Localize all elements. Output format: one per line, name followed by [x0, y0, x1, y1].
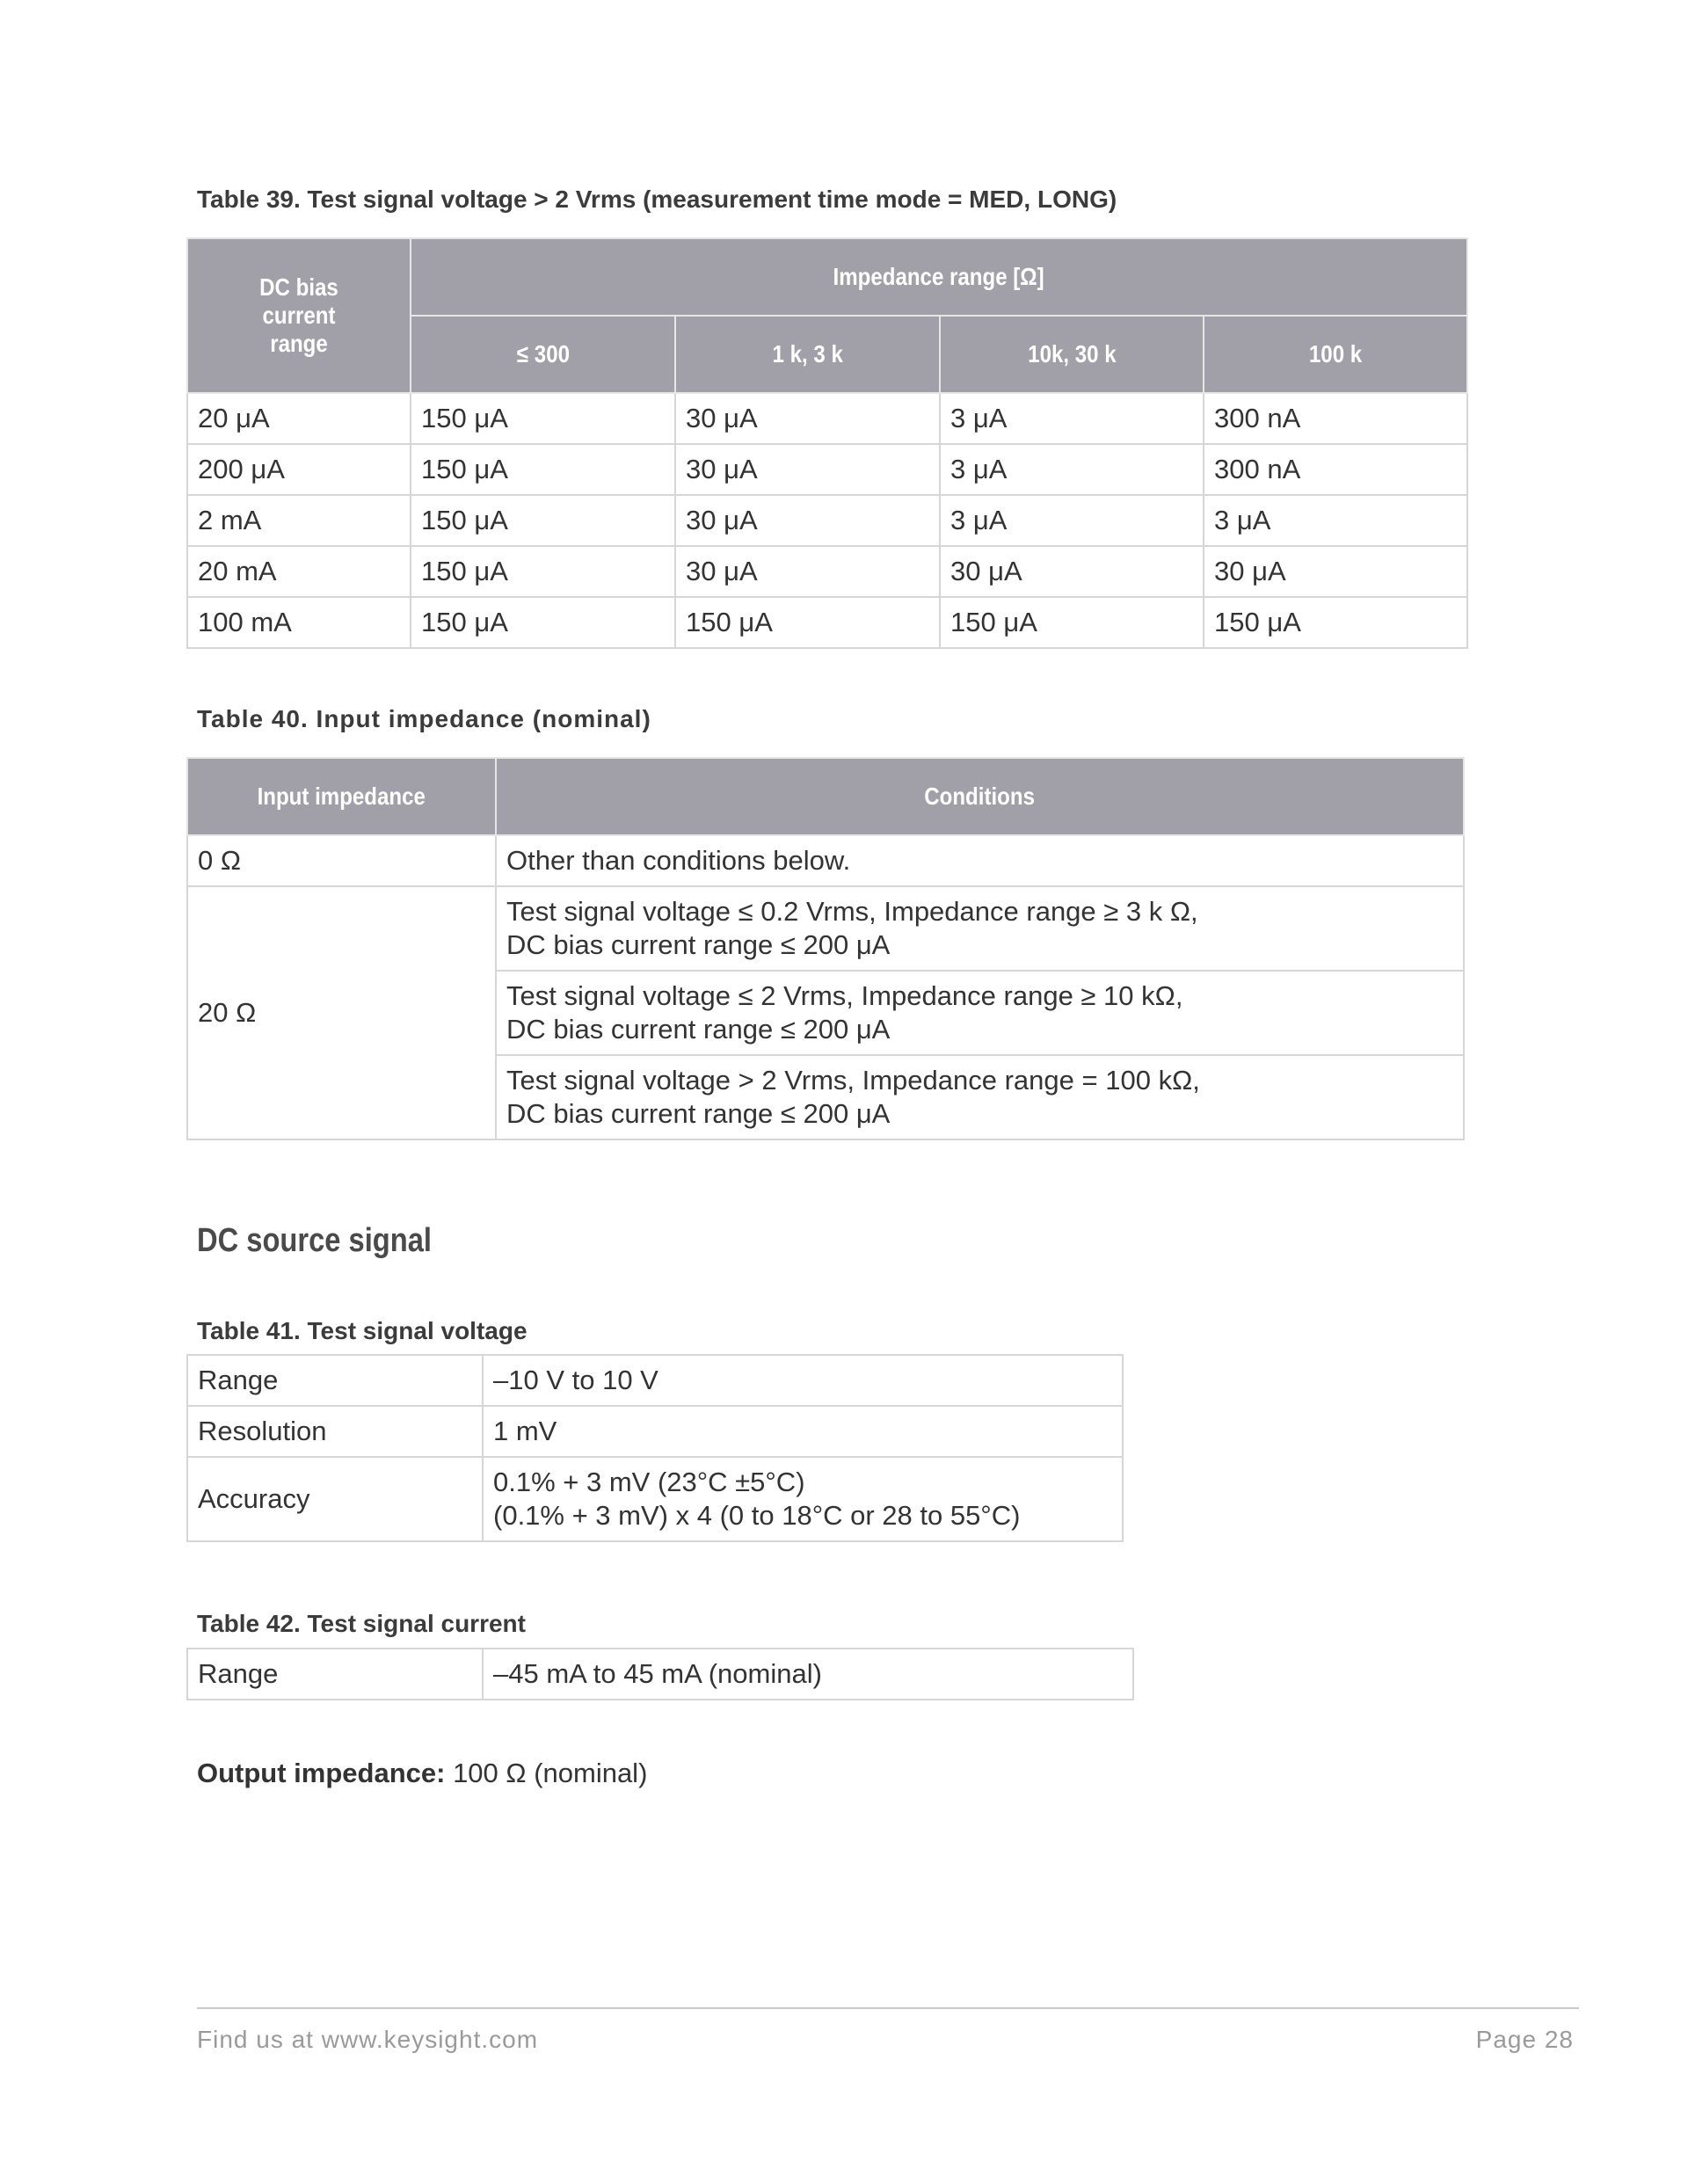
impedance-range-header: Impedance range [Ω]: [411, 238, 1467, 316]
table-row: [187, 495, 1467, 546]
table-39: [186, 237, 1468, 649]
table-cell: 30 μA: [675, 495, 940, 546]
table-cell: 200 μA: [187, 444, 411, 495]
table-cell: Other than conditions below.: [496, 835, 1464, 886]
column-header: ≤ 300: [411, 316, 675, 393]
table-cell: Test signal voltage ≤ 2 Vrms, Impedance range ≥ 10 kΩ, DC bias current range ≤ 200 μA: [496, 971, 1464, 1055]
table-cell: 1 mV: [483, 1406, 1123, 1457]
table-42-caption: Table 42. Test signal current: [197, 1610, 526, 1637]
table-cell: 3 μA: [940, 393, 1204, 444]
table-cell: Resolution: [187, 1406, 483, 1457]
input-impedance-header: Input impedance: [187, 758, 496, 835]
table-row: [187, 1649, 1133, 1700]
column-header: 10k, 30 k: [940, 316, 1204, 393]
table-cell: 0.1% + 3 mV (23°C ±5°C) (0.1% + 3 mV) x 4 (0 to 18°C or 28 to 55°C): [483, 1457, 1123, 1541]
table-cell: 3 μA: [940, 495, 1204, 546]
dc-bias-header: DC bias current range: [187, 238, 411, 393]
table-cell: 300 nA: [1204, 444, 1467, 495]
table-42: [186, 1648, 1134, 1700]
footer-divider: [197, 2007, 1579, 2009]
table-cell: 2 mA: [187, 495, 411, 546]
table-cell: 30 μA: [940, 546, 1204, 597]
table-row: [187, 546, 1467, 597]
table-row: [187, 393, 1467, 444]
table-row: [187, 835, 1464, 886]
table-row: [187, 444, 1467, 495]
table-row: [187, 1457, 1123, 1541]
table-row: [187, 886, 1464, 971]
footer-link[interactable]: Find us at www.keysight.com: [197, 2026, 539, 2053]
table-cell: 3 μA: [1204, 495, 1467, 546]
output-impedance-label: Output impedance:: [197, 1758, 446, 1788]
table-cell: 100 mA: [187, 597, 411, 648]
table-cell: Range: [187, 1649, 483, 1700]
table-cell: Range: [187, 1355, 483, 1406]
table-row: [187, 597, 1467, 648]
table-40: [186, 757, 1465, 1140]
column-header: 100 k: [1204, 316, 1467, 393]
table-cell: 30 μA: [675, 393, 940, 444]
table-cell: Test signal voltage ≤ 0.2 Vrms, Impedance range ≥ 3 k Ω, DC bias current range ≤ 200 μA: [496, 886, 1464, 971]
table-cell: 300 nA: [1204, 393, 1467, 444]
table-row: [187, 1355, 1123, 1406]
table-cell: 30 μA: [675, 444, 940, 495]
table-cell: –45 mA to 45 mA (nominal): [483, 1649, 1133, 1700]
table-41-caption: Table 41. Test signal voltage: [197, 1317, 528, 1344]
table-cell: 150 μA: [411, 495, 675, 546]
table-cell: Test signal voltage > 2 Vrms, Impedance range = 100 kΩ, DC bias current range ≤ 200 μA: [496, 1055, 1464, 1139]
table-cell: 30 μA: [1204, 546, 1467, 597]
section-title: DC source signal: [197, 1222, 432, 1259]
table-cell: 150 μA: [411, 546, 675, 597]
table-cell: 20 μA: [187, 393, 411, 444]
table-40-caption: Table 40. Input impedance (nominal): [197, 705, 651, 732]
table-cell: 150 μA: [675, 597, 940, 648]
table-cell: 30 μA: [675, 546, 940, 597]
page-number: Page 28: [1475, 2026, 1574, 2053]
table-cell: Accuracy: [187, 1457, 483, 1541]
table-cell: 20 mA: [187, 546, 411, 597]
table-cell: 150 μA: [411, 444, 675, 495]
output-impedance-value: 100 Ω (nominal): [445, 1758, 648, 1788]
table-cell: 150 μA: [940, 597, 1204, 648]
table-41: [186, 1354, 1124, 1542]
table-cell: 3 μA: [940, 444, 1204, 495]
table-cell: 0 Ω: [187, 835, 496, 886]
table-cell: 20 Ω: [187, 886, 496, 1139]
table-cell: –10 V to 10 V: [483, 1355, 1123, 1406]
column-header: 1 k, 3 k: [675, 316, 940, 393]
output-impedance: [197, 1758, 647, 1789]
table-cell: 150 μA: [1204, 597, 1467, 648]
table-cell: 150 μA: [411, 597, 675, 648]
table-cell: 150 μA: [411, 393, 675, 444]
conditions-header: Conditions: [496, 758, 1464, 835]
table-row: [187, 1406, 1123, 1457]
table-39-caption: Table 39. Test signal voltage > 2 Vrms (measurement time mode = MED, LONG): [197, 186, 1117, 213]
